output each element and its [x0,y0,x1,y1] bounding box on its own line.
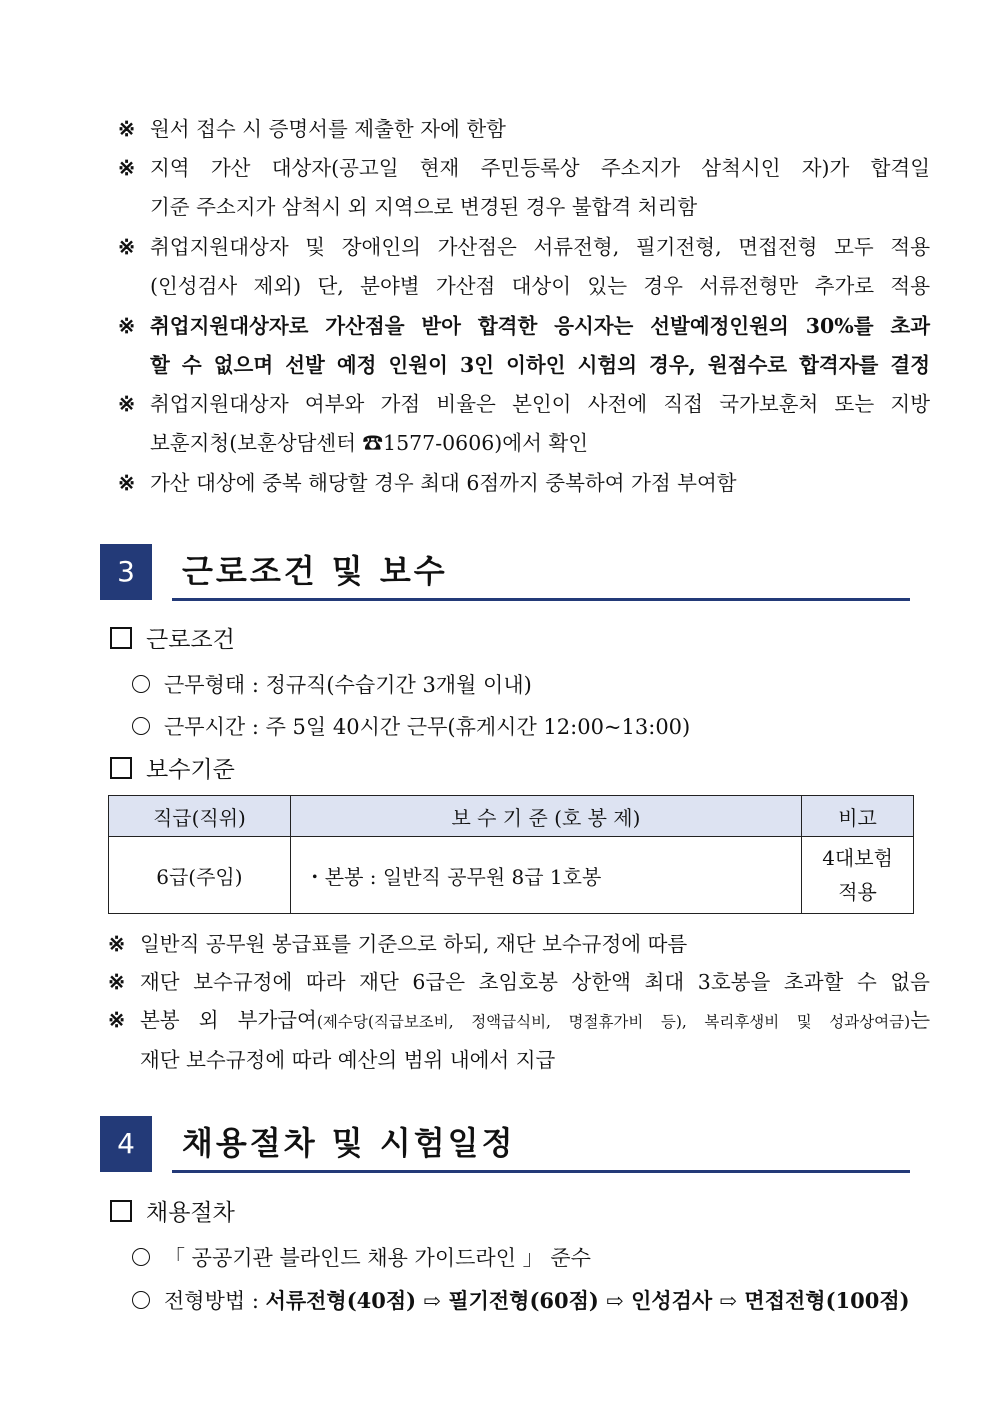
section-title: 근로조건 및 보수 [182,552,448,590]
pay-note-2 [108,963,930,1001]
reference-mark: ※ [118,314,136,338]
table-row [109,837,914,914]
square-bullet-icon [110,1200,132,1222]
note-text: 재단 보수규정에 따라 예산의 범위 내에서 지급 [140,1048,556,1072]
pay-note-1 [108,925,930,963]
guideline-item: 「 공공기관 블라인드 채용 가이드라인 」 준수 [132,1240,591,1276]
section-rule [172,598,910,601]
note-eligibility-check [118,385,930,463]
square-bullet-icon [110,627,132,649]
reference-mark: ※ [118,117,136,141]
pay-note-3 [108,1001,930,1079]
note-text: 지역 가산 대상자(공고일 현재 주민등록상 주소지가 삼척시인 자)가 합격일 [150,156,930,180]
section-title: 채용절차 및 시험일정 [182,1124,516,1162]
screening-steps: 서류전형(40점) ⇨ 필기전형(60점) ⇨ 인성검사 ⇨ 면접전형(100점) [265,1288,910,1313]
circle-bullet-icon [132,675,150,693]
work-hours-item: 근무시간 : 주 5일 40시간 근무(휴게시간 12:00~13:00) [132,709,690,745]
note-text: 재단 보수규정에 따라 재단 6급은 초임호봉 상한액 최대 3호봉을 초과할 수 없음 [140,970,930,994]
reference-mark: ※ [118,235,136,259]
section-3-header [100,544,910,600]
note-certificate [118,110,930,149]
circle-bullet-icon [132,1248,150,1266]
reference-mark: ※ [108,1008,126,1032]
note-text: 원서 접수 시 증명서를 제출한 자에 한함 [150,117,506,141]
work-type-item: 근무형태 : 정규직(수습기간 3개월 이내) [132,667,532,703]
note-duplicate-bonus [118,464,930,503]
reference-mark: ※ [108,970,126,994]
note-bonus-application [118,228,930,306]
cell-remark: 4대보험 적용 [802,837,914,914]
table-header-row [109,796,914,837]
cell-grade: 6급(주임) [109,837,291,914]
subheading-pay: 보수기준 [110,752,235,788]
header-remark: 비고 [802,796,914,837]
section-number: 3 [100,544,152,600]
note-text: 취업지원대상자 여부와 가점 비율은 본인이 사전에 직접 국가보훈처 또는 지방 [150,392,930,416]
header-standard: 보 수 기 준 (호 봉 제) [290,796,801,837]
section-rule [172,1170,910,1173]
subheading-procedure: 채용절차 [110,1195,235,1231]
cell-standard: ・본봉 : 일반직 공무원 8급 1호봉 [290,837,801,914]
note-text: (인성검사 제외) 단, 분야별 가산점 대상이 있는 경우 서류전형만 추가로 적용 [150,274,930,298]
pay-table [108,795,914,914]
note-text: 할 수 없으며 선발 예정 인원이 3인 이하인 시험의 경우, 원점수로 합격자를 결정 [150,353,930,377]
section-number: 4 [100,1116,152,1172]
note-regional-bonus [118,149,930,227]
note-text: 보훈지청(보훈상담센터 ☎1577-0606)에서 확인 [150,431,589,455]
header-grade: 직급(직위) [109,796,291,837]
screening-method-item: 전형방법 : 서류전형(40점) ⇨ 필기전형(60점) ⇨ 인성검사 ⇨ 면접전형(100점) [132,1283,910,1319]
square-bullet-icon [110,757,132,779]
note-text: 가산 대상에 중복 해당할 경우 최대 6점까지 중복하여 가점 부여함 [150,471,737,495]
note-text: 기준 주소지가 삼척시 외 지역으로 변경된 경우 불합격 처리함 [150,195,698,219]
circle-bullet-icon [132,717,150,735]
section-4-header [100,1116,910,1172]
note-text: 본봉 외 부가급여(제수당(직급보조비, 정액급식비, 명절휴가비 등), 복리후생비 및 성과상여금)는 [140,1008,930,1032]
note-text: 일반직 공무원 봉급표를 기준으로 하되, 재단 보수규정에 따름 [140,932,688,956]
reference-mark: ※ [118,156,136,180]
reference-mark: ※ [118,471,136,495]
reference-mark: ※ [108,932,126,956]
circle-bullet-icon [132,1291,150,1309]
note-bonus-limit [118,307,930,385]
subheading-work-conditions: 근로조건 [110,622,235,658]
reference-mark: ※ [118,392,136,416]
note-text: 취업지원대상자 및 장애인의 가산점은 서류전형, 필기전형, 면접전형 모두 적용 [150,235,930,259]
note-text: 취업지원대상자로 가산점을 받아 합격한 응시자는 선발예정인원의 30%를 초과 [150,314,930,338]
